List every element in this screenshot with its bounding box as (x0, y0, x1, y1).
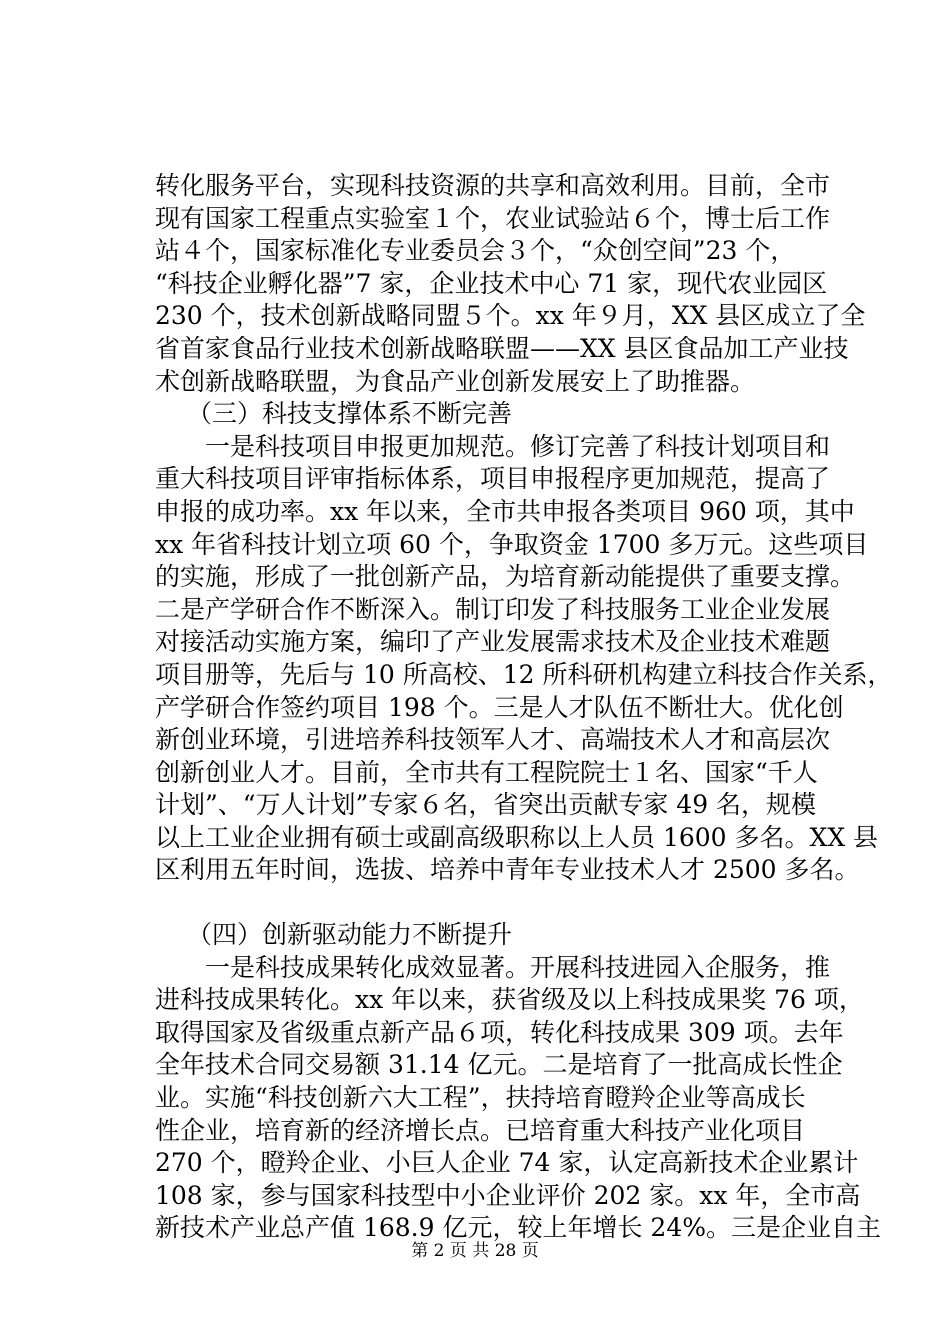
text-line: 以上工业企业拥有硕士或副高级职称以上人员 1600 多名。XX 县 (155, 822, 879, 852)
text-line: 站４个，国家标准化专业委员会３个，“众创空间”23 个， (155, 236, 796, 266)
page-indicator: 第 2 页 共 28 页 (411, 1241, 539, 1261)
text-line: 计划”、“万人计划”专家６名，省突出贡献专家 49 名，规模 (155, 790, 817, 820)
text-line: 产学研合作签约项目 198 个。三是人才队伍不断壮大。优化创 (155, 692, 844, 722)
text-line: 的实施，形成了一批创新产品，为培育新动能提供了重要支撑。 (155, 562, 856, 592)
text-line: 新创业环境，引进培养科技领军人才、高端技术人才和高层次 (155, 725, 831, 755)
text-line: 重大科技项目评审指标体系，项目申报程序更加规范，提高了 (155, 464, 831, 494)
text-line: 创新创业人才。目前，全市共有工程院院士１名、国家“千人 (155, 757, 818, 787)
text-line: 新技术产业总产值 168.9 亿元，较上年增长 24%。三是企业自主 (155, 1213, 881, 1243)
text-line: 对接活动实施方案，编印了产业发展需求技术及企业技术难题 (155, 627, 831, 657)
text-line: 申报的成功率。xx 年以来，全市共申报各类项目 960 项，其中 (155, 496, 855, 526)
paragraph-first-line: 一是科技项目申报更加规范。修订完善了科技计划项目和 (205, 431, 831, 461)
text-line: 270 个，瞪羚企业、小巨人企业 74 家，认定高新技术企业累计 (155, 1148, 859, 1178)
text-line: 区利用五年时间，选拔、培养中青年专业技术人才 2500 多名。 (155, 855, 860, 885)
text-line: 取得国家及省级重点新产品６项，转化科技成果 309 项。去年 (155, 1017, 844, 1047)
text-line: “科技企业孵化器”7 家，企业技术中心 71 家，现代农业园区 (155, 268, 828, 298)
page-footer (0, 1241, 950, 1261)
text-line: 术创新战略联盟，为食品产业创新发展安上了助推器。 (155, 366, 756, 396)
text-line: 项目册等，先后与 10 所高校、12 所科研机构建立科技合作关系， (155, 659, 893, 689)
text-line: 进科技成果转化。xx 年以来，获省级及以上科技成果奖 76 项， (155, 985, 864, 1015)
text-line: 转化服务平台，实现科技资源的共享和高效利用。目前，全市 (155, 171, 831, 200)
text-line: xx 年省科技计划立项 60 个，争取资金 1700 多万元。这些项目 (155, 529, 869, 559)
text-line: 230 个，技术创新战略同盟５个。xx 年９月，XX 县区成立了全 (155, 301, 866, 331)
text-line: 业。实施“科技创新六大工程”，扶持培育瞪羚企业等高成长 (155, 1083, 806, 1113)
section-heading: （三）科技支撑体系不断完善 (187, 399, 513, 429)
paragraph-gap (155, 887, 795, 919)
document-body (155, 170, 893, 1245)
text-line: 108 家，参与国家科技型中小企业评价 202 家。xx 年，全市高 (155, 1180, 861, 1210)
text-line: 性企业，培育新的经济增长点。已培育重大科技产业化项目 (155, 1115, 806, 1145)
text-line: 二是产学研合作不断深入。制订印发了科技服务工业企业发展 (155, 594, 831, 624)
text-line: 省首家食品行业技术创新战略联盟——XX 县区食品加工产业技 (155, 333, 849, 363)
text-line: 现有国家工程重点实验室１个，农业试验站６个，博士后工作 (155, 203, 831, 233)
paragraph-first-line: 一是科技成果转化成效显著。开展科技进园入企服务，推 (205, 952, 831, 982)
section-heading: （四）创新驱动能力不断提升 (187, 920, 513, 950)
text-line: 全年技术合同交易额 31.14 亿元。二是培育了一批高成长性企 (155, 1050, 843, 1080)
